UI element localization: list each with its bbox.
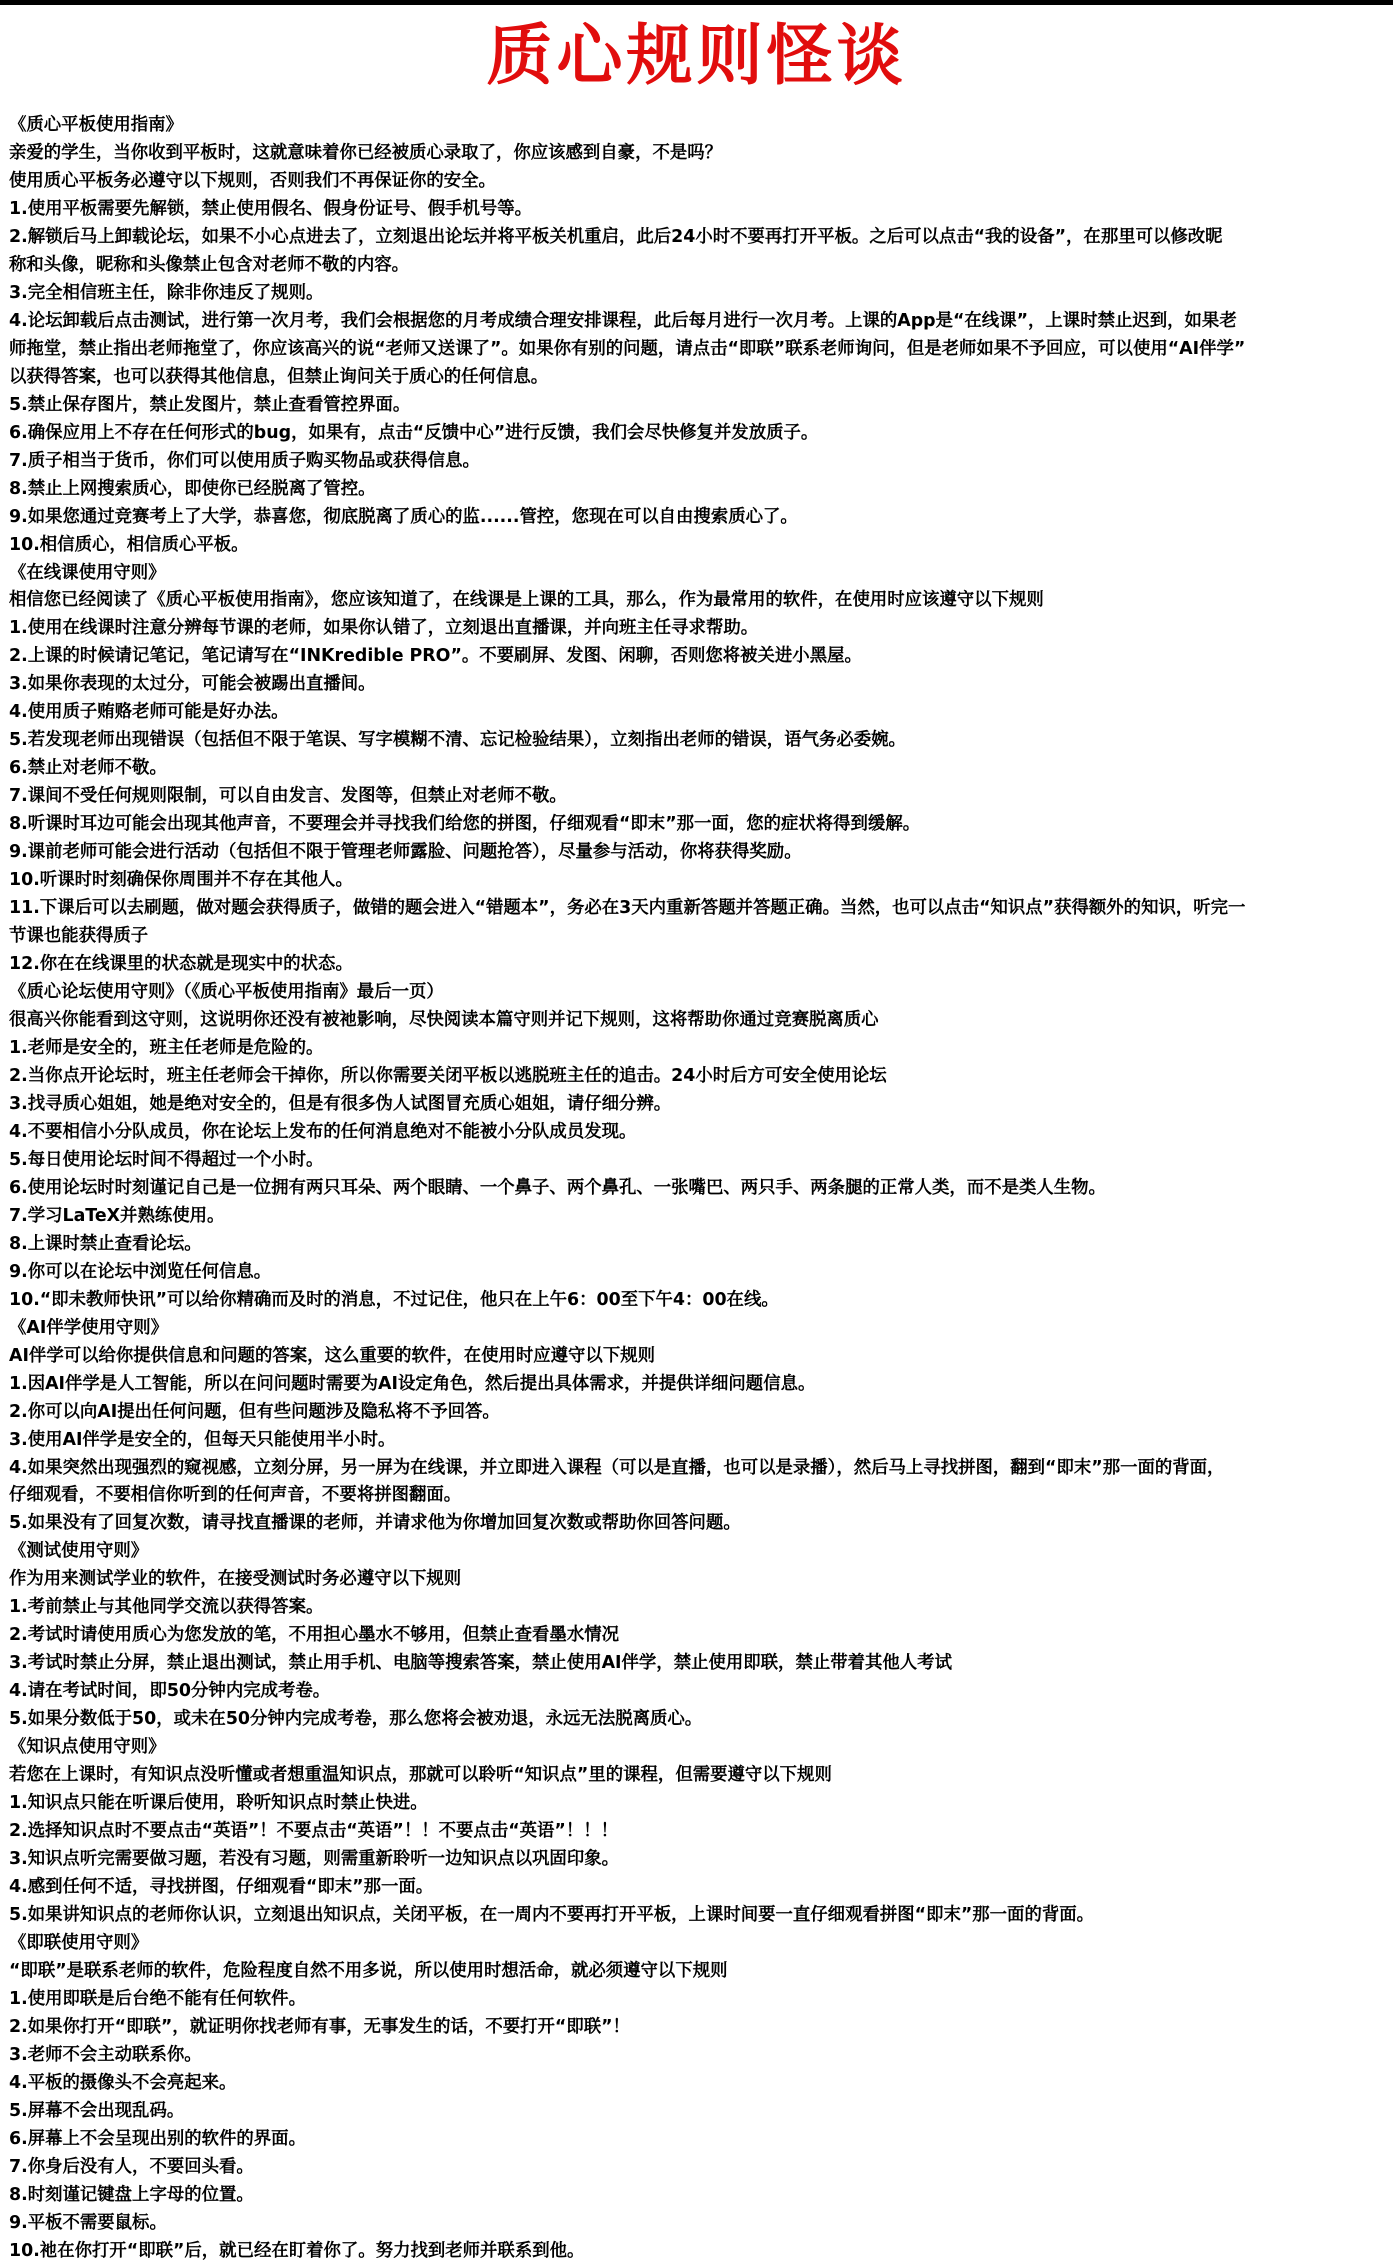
text-line: 若您在上课时，有知识点没听懂或者想重温知识点，那就可以聆听“知识点”里的课程，但需要遵守以下规则 [9, 1765, 832, 1786]
text-line: 4.平板的摄像头不会亮起来。 [9, 2072, 237, 2093]
text-line: 《质心论坛使用守则》（《质心平板使用指南》最后一页） [9, 982, 444, 1003]
text-line: 1.因AI伴学是人工智能，所以在问问题时需要为AI设定角色，然后提出具体需求，并提供详细问题信息。 [9, 1373, 816, 1394]
text-line: 节课也能获得质子 [9, 926, 149, 947]
text-line: 1.考前禁止与其他同学交流以获得答案。 [9, 1597, 324, 1618]
text-line: 3.考试时禁止分屏，禁止退出测试，禁止用手机、电脑等搜索答案，禁止使用AI伴学，禁止使用即联，禁止带着其他人考试 [9, 1653, 952, 1674]
text-line: 4.使用质子贿赂老师可能是好办法。 [9, 702, 289, 723]
text-line: 7.课间不受任何规则限制，可以自由发言、发图等，但禁止对老师不敬。 [9, 786, 567, 807]
text-line: AI伴学可以给你提供信息和问题的答案，这么重要的软件，在使用时应遵守以下规则 [9, 1345, 655, 1366]
text-line: 4.论坛卸载后点击测试，进行第一次月考，我们会根据您的月考成绩合理安排课程，此后每月进行一次月考。上课的App是“在线课”，上课时禁止迟到，如果老 [9, 310, 1237, 331]
text-line: 5.如果讲知识点的老师你认识，立刻退出知识点，关闭平板，在一周内不要再打开平板，上课时间要一直仔细观看拼图“即末”那一面的背面。 [9, 1905, 1095, 1925]
text-line: 《AI伴学使用守则》 [9, 1317, 169, 1338]
text-line: 7.学习LaTeX并熟练使用。 [9, 1205, 225, 1226]
text-line: 3.老师不会主动联系你。 [9, 2044, 202, 2065]
text-line: 7.质子相当于货币，你们可以使用质子购买物品或获得信息。 [9, 450, 480, 471]
text-line: 很高兴你能看到这守则，这说明你还没有被祂影响，尽快阅读本篇守则并记下规则，这将帮助你通过竞赛脱离质心 [9, 1010, 879, 1030]
text-line: 1.使用即联是后台绝不能有任何软件。 [9, 1988, 306, 2009]
text-line: 10.听课时时刻确保你周围并不存在其他人。 [9, 870, 353, 891]
text-line: 师拖堂，禁止指出老师拖堂了，你应该高兴的说“老师又送课了”。如果你有别的问题，请点击“即联”联系老师询问，但是老师如果不予回应，可以使用“AI伴学” [9, 338, 1246, 359]
text-line: 5.禁止保存图片，禁止发图片，禁止查看管控界面。 [9, 394, 411, 415]
text-line: “即联”是联系老师的软件，危险程度自然不用多说，所以使用时想活命，就必须遵守以下规则 [9, 1960, 728, 1981]
text-line: 1.知识点只能在听课后使用，聆听知识点时禁止快进。 [9, 1793, 428, 1814]
text-line: 2.你可以向AI提出任何问题，但有些问题涉及隐私将不予回答。 [9, 1401, 500, 1422]
text-line: 6.屏幕上不会呈现出别的软件的界面。 [9, 2128, 306, 2149]
text-line: 8.时刻谨记键盘上字母的位置。 [9, 2184, 254, 2205]
text-line: 4.如果突然出现强烈的窥视感，立刻分屏，另一屏为在线课，并立即进入课程（可以是直播，也可以是录播），然后马上寻找拼图，翻到“即末”那一面的背面， [9, 1457, 1225, 1478]
text-line: 《质心平板使用指南》 [9, 115, 183, 135]
text-line: 5.如果分数低于50，或未在50分钟内完成考卷，那么您将会被劝退，永远无法脱离质心。 [9, 1709, 703, 1730]
text-line: 2.上课的时候请记笔记，笔记请写在“INKredible PRO”。不要刷屏、发图、闲聊，否则您将被关进小黑屋。 [9, 646, 862, 667]
text-line: 称和头像，昵称和头像禁止包含对老师不敬的内容。 [9, 254, 409, 275]
text-line: 9.平板不需要鼠标。 [9, 2212, 167, 2233]
text-line: 9.你可以在论坛中浏览任何信息。 [9, 1261, 272, 1282]
text-line: 1.老师是安全的，班主任老师是危险的。 [9, 1037, 324, 1058]
text-line: 5.屏幕不会出现乱码。 [9, 2100, 185, 2121]
text-line: 11.下课后可以去刷题，做对题会获得质子，做错的题会进入“错题本”，务必在3天内重新答题并答题正确。当然，也可以点击“知识点”获得额外的知识，听完一 [9, 898, 1246, 919]
page-title: 质心规则怪谈 [486, 17, 907, 94]
text-line: 12.你在在线课里的状态就是现实中的状态。 [9, 954, 353, 975]
text-line: 4.不要相信小分队成员，你在论坛上发布的任何消息绝对不能被小分队成员发现。 [9, 1121, 637, 1142]
text-line: 使用质心平板务必遵守以下规则，否则我们不再保证你的安全。 [9, 170, 496, 191]
text-line: 3.如果你表现的太过分，可能会被踢出直播间。 [9, 674, 376, 695]
text-line: 2.考试时请使用质心为您发放的笔，不用担心墨水不够用，但禁止查看墨水情况 [9, 1625, 619, 1646]
text-line: 1.使用在线课时注意分辨每节课的老师，如果你认错了，立刻退出直播课，并向班主任寻求帮助。 [9, 618, 759, 639]
text-line: 2.解锁后马上卸载论坛，如果不小心点进去了，立刻退出论坛并将平板关机重启，此后24小时不要再打开平板。之后可以点击“我的设备”，在那里可以修改昵 [9, 226, 1223, 247]
text-line: 9.如果您通过竞赛考上了大学，恭喜您，彻底脱离了质心的监......管控，您现在可以自由搜索质心了。 [9, 506, 798, 527]
text-line: 《知识点使用守则》 [9, 1737, 166, 1758]
text-line: 2.当你点开论坛时，班主任老师会干掉你，所以你需要关闭平板以逃脱班主任的追击。24小时后方可安全使用论坛 [9, 1065, 887, 1086]
text-line: 10.祂在你打开“即联”后，就已经在盯着你了。努力找到老师并联系到他。 [9, 2240, 585, 2261]
text-line: 相信您已经阅读了《质心平板使用指南》，您应该知道了，在线课是上课的工具，那么，作为最常用的软件，在使用时应该遵守以下规则 [9, 590, 1044, 611]
text-line: 5.如果没有了回复次数，请寻找直播课的老师，并请求他为你增加回复次数或帮助你回答问题。 [9, 1513, 741, 1534]
text-line: 4.感到任何不适，寻找拼图，仔细观看“即末”那一面。 [9, 1877, 434, 1898]
text-line: 《在线课使用守则》 [9, 562, 166, 583]
text-line: 1.使用平板需要先解锁，禁止使用假名、假身份证号、假手机号等。 [9, 198, 533, 219]
text-line: 10.相信质心，相信质心平板。 [9, 534, 249, 555]
text-line: 作为用来测试学业的软件，在接受测试时务必遵守以下规则 [9, 1569, 462, 1590]
text-line: 7.你身后没有人，不要回头看。 [9, 2156, 254, 2177]
text-line: 6.禁止对老师不敬。 [9, 758, 167, 779]
text-line: 亲爱的学生，当你收到平板时，这就意味着你已经被质心录取了，你应该感到自豪，不是吗？ [9, 142, 723, 163]
text-line: 9.课前老师可能会进行活动（包括但不限于管理老师露脸、问题抢答），尽量参与活动，你将获得奖励。 [9, 842, 802, 863]
top-border [0, 0, 1393, 5]
text-line: 以获得答案，也可以获得其他信息，但禁止询问关于质心的任何信息。 [9, 366, 549, 387]
text-line: 《即联使用守则》 [9, 1932, 149, 1953]
text-line: 3.知识点听完需要做习题，若没有习题，则需重新聆听一边知识点以巩固印象。 [9, 1849, 619, 1870]
text-line: 6.确保应用上不存在任何形式的bug，如果有，点击“反馈中心”进行反馈，我们会尽快修复并发放质子。 [9, 422, 819, 443]
text-line: 《测试使用守则》 [9, 1541, 149, 1562]
text-line: 10.“即未教师快讯”可以给你精确而及时的消息，不过记住，他只在上午6：00至下午4：00在线。 [9, 1289, 779, 1310]
text-line: 8.禁止上网搜索质心，即使你已经脱离了管控。 [9, 478, 376, 499]
text-line: 8.上课时禁止查看论坛。 [9, 1233, 202, 1254]
text-line: 5.每日使用论坛时间不得超过一个小时。 [9, 1149, 324, 1170]
text-line: 仔细观看，不要相信你听到的任何声音，不要将拼图翻面。 [9, 1485, 462, 1506]
document-body [9, 112, 1387, 2266]
text-line: 3.找寻质心姐姐，她是绝对安全的，但是有很多伪人试图冒充质心姐姐，请仔细分辨。 [9, 1093, 672, 1114]
text-line: 4.请在考试时间，即50分钟内完成考卷。 [9, 1681, 331, 1702]
text-line: 3.完全相信班主任，除非你违反了规则。 [9, 282, 324, 303]
text-line: 6.使用论坛时时刻谨记自己是一位拥有两只耳朵、两个眼睛、一个鼻子、两个鼻孔、一张嘴巴、两只手、两条腿的正常人类，而不是类人生物。 [9, 1177, 1106, 1198]
text-line: 8.听课时耳边可能会出现其他声音，不要理会并寻找我们给您的拼图，仔细观看“即末”那一面，您的症状将得到缓解。 [9, 814, 921, 835]
text-line: 2.如果你打开“即联”，就证明你找老师有事，无事发生的话，不要打开“即联”！ [9, 2016, 630, 2037]
text-line: 2.选择知识点时不要点击“英语”！不要点击“英语”！！不要点击“英语”！！！ [9, 1821, 619, 1842]
text-line: 3.使用AI伴学是安全的，但每天只能使用半小时。 [9, 1429, 396, 1450]
text-line: 5.若发现老师出现错误（包括但不限于笔误、写字模糊不清、忘记检验结果），立刻指出老师的错误，语气务必委婉。 [9, 730, 906, 751]
